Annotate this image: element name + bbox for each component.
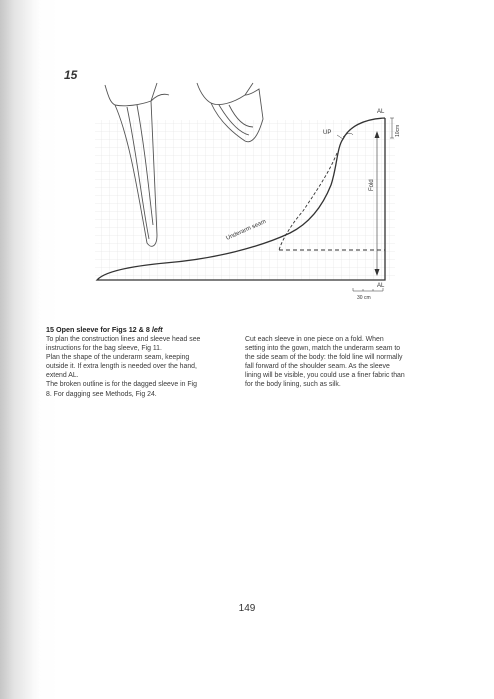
- text-line: lining will be visible, you could use a finer fabric than: [245, 372, 405, 380]
- figure-caption-heading: [46, 325, 163, 334]
- text-line: the side seam of the body: the fold line will normally: [245, 354, 403, 362]
- text-line: Plan the shape of the underarm seam, keeping: [46, 354, 190, 362]
- text-line: setting into the gown, match the underarm seam to: [245, 345, 401, 353]
- label-fold: Fold: [369, 179, 375, 191]
- grid-background: [95, 120, 395, 280]
- label-up: UP: [323, 130, 332, 136]
- text-line: fall forward of the shoulder seam. As the sleeve: [245, 363, 390, 371]
- page-number: 149: [238, 603, 256, 614]
- label-al-top: AL: [377, 109, 385, 115]
- text-line: To plan the construction lines and sleeve head see: [46, 336, 201, 343]
- text-line: for the body lining, such as silk.: [245, 381, 341, 389]
- caption-column-right: [245, 335, 405, 390]
- label-al-bottom: AL: [377, 283, 385, 289]
- caption-heading-left-ref: left: [151, 325, 163, 334]
- page-gutter-shadow: [0, 0, 40, 699]
- text-line: instructions for the bag sleeve, Fig 11.: [46, 345, 162, 353]
- text-line: Cut each sleeve in one piece on a fold. When: [245, 336, 384, 343]
- sleeve-pattern-diagram: [85, 75, 405, 305]
- figure-number: 15: [64, 68, 78, 82]
- text-line: extend AL.: [46, 372, 79, 380]
- text-line: The broken outline is for the dagged sleeve in Fig: [46, 381, 197, 389]
- caption-heading-text: 15 Open sleeve for Figs 12 & 8: [46, 325, 152, 334]
- text-line: 8. For dagging see Methods, Fig 24.: [46, 390, 157, 398]
- caption-column-left: [46, 335, 200, 399]
- label-underarm-seam: Underarm seam: [225, 218, 268, 242]
- scale-bar-label: 30 cm: [357, 295, 371, 301]
- text-line: outside it. If extra length is needed over the hand,: [46, 363, 197, 371]
- label-ten-cm: 10cm: [395, 124, 401, 137]
